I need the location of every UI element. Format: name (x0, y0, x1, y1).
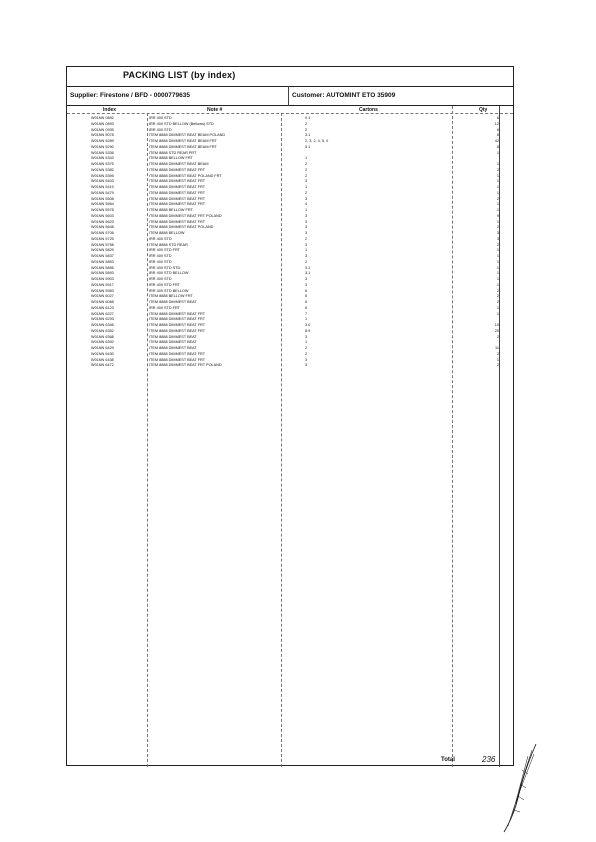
row-cartons: 6 (305, 300, 308, 304)
row-cartons: 1 (305, 208, 308, 212)
row-cartons: 3 (305, 225, 308, 230)
row-index: W01NN 6068 (91, 300, 114, 304)
row-cartons: 3 (305, 179, 308, 184)
row-index: W01NN 6027 (91, 294, 114, 299)
row-index: W01NN 5758 (91, 242, 114, 247)
row-qty: 1 (496, 162, 499, 166)
row-note: ITEM 8888 DIMMEST BEAT FRT (149, 202, 206, 207)
row-note: ITEM 8888 DIMMEST BEAT FRT (149, 317, 206, 322)
row-note: IRR 400 STD (149, 259, 172, 264)
row-cartons: 3 (305, 196, 308, 201)
row-qty: 20 (494, 328, 499, 333)
row-note: ITEM 8888 DIMMEST BEAT FRT (149, 323, 206, 327)
row-note: IRR 400 STD (149, 116, 172, 120)
row-note: ITEM 8888 DIMMEST BEAT BEAM FRT (149, 144, 217, 149)
row-note: ITEM 8888 DIMMEST BEAT BEAM (149, 162, 209, 166)
table-row (67, 363, 513, 369)
row-note: ITEM 8888 DIMMEST BEAT FRT (149, 196, 206, 201)
row-qty: 1 (496, 311, 499, 316)
row-cartons: 3 (305, 334, 308, 339)
row-index: W01NN 5508 (91, 196, 114, 201)
row-note: IRR 400 STD BELLOW (149, 288, 189, 293)
row-cartons: 3 (305, 282, 308, 287)
row-cartons: 3.1 (305, 144, 311, 149)
total-value: 236 (482, 755, 496, 764)
row-note: ITEM 8888 STD REAR PRT (149, 150, 197, 155)
signature-icon (498, 740, 540, 836)
row-note: ITEM 8888 DIMMEST BEAT FRT POLAND (149, 213, 222, 218)
row-index: W01NN 5725 (91, 236, 114, 241)
row-index: W01NN 6227 (91, 311, 114, 316)
row-qty: 1 (496, 259, 499, 264)
row-index: W01NN 5983 (91, 288, 114, 293)
row-index: W01NN 5893 (91, 271, 114, 276)
column-header-cartons: Cartons (359, 107, 378, 113)
row-index: W01NN 5289 (91, 139, 114, 143)
row-note: IRR 400 STD (149, 254, 172, 258)
row-note: ITEM 8888 BELLOW FRT (149, 208, 193, 212)
row-qty: 1 (496, 248, 499, 253)
row-qty: 6 (496, 127, 499, 132)
row-note: ITEM 8888 DIMMEST BEAT POLAND FRT (149, 173, 222, 178)
row-cartons: 8.9 (305, 328, 311, 333)
row-index: W01NN 5603 (91, 213, 114, 218)
row-qty: 1 (496, 254, 499, 258)
row-qty: 1 (496, 265, 499, 270)
row-index: W01NN 5837 (91, 254, 114, 258)
row-qty: 1 (496, 271, 499, 276)
row-index: W01NN 5403 (91, 179, 114, 184)
row-cartons: 1 (305, 156, 308, 161)
row-qty: 1 (496, 357, 499, 362)
row-index: W01NN 5078 (91, 133, 114, 138)
row-index: W01NN 6346 (91, 323, 114, 327)
row-cartons: 2 (305, 351, 308, 356)
row-index: W01NN 5382 (91, 167, 114, 172)
row-index: W01NN 6430 (91, 351, 114, 356)
row-index: W01NN 5856 (91, 265, 114, 270)
column-header-note: Note # (207, 107, 223, 113)
column-header-qty: Qty (479, 107, 488, 113)
supplier-label: Supplier: Firestone / BFD - 0000779635 (70, 92, 190, 99)
row-note: ITEM 8888 DIMMEST BEAT FRT (149, 357, 206, 362)
row-note: ITEM 8888 DIMMEST BEAT FRT (149, 351, 206, 356)
row-note: IRR 400 STD STD (149, 265, 181, 270)
packing-list-frame (66, 66, 514, 766)
row-qty: 3 (496, 236, 499, 241)
row-cartons: 2 (305, 259, 308, 264)
row-note: ITEM 8888 DIMMEST BEAT FRT (149, 328, 206, 333)
row-note: ITEM 8888 DIMMEST BEAT FRT POLAND (149, 363, 222, 368)
supplier-customer-row (67, 86, 513, 106)
row-cartons: 3.0 (305, 323, 311, 327)
title-row (67, 67, 513, 87)
row-qty: 11 (495, 346, 499, 350)
row-note: ITEM 8888 BELLOW FRT (149, 294, 193, 299)
row-index: W01NN 5917 (91, 282, 114, 287)
row-cartons: 2 (305, 127, 308, 132)
row-qty: 1 (496, 282, 499, 287)
row-cartons: 3.1 (305, 271, 311, 276)
row-cartons: 3.1 (305, 265, 311, 270)
row-qty: 2 (496, 334, 499, 339)
row-cartons: 3 (305, 242, 308, 247)
row-cartons: 1 (305, 185, 308, 189)
row-cartons: 2 (305, 162, 308, 166)
row-qty: 2 (496, 225, 499, 230)
row-note: ITEM 8888 DIMMEST BEAT FRT (149, 167, 206, 172)
row-index: W01NN 5395 (91, 173, 114, 178)
row-note: IRR 400 STD FRT (149, 248, 180, 253)
row-qty: 1 (496, 277, 499, 281)
row-index: W01NN 0935 (91, 127, 114, 132)
row-note: ITEM 8888 DIMMEST BEAT FRT (149, 219, 206, 224)
row-index: W01NN 0893 (91, 121, 114, 126)
row-note: ITEM 8888 DIMMEST BEAT FRT (149, 311, 206, 316)
row-qty: 1 (496, 202, 499, 207)
row-cartons: 6 (305, 288, 308, 293)
row-qty: 1 (496, 150, 499, 155)
row-qty: 2 (496, 363, 499, 368)
row-index: W01NN 5623 (91, 219, 114, 224)
customer-label: Customer: AUTOMINT ETO 35909 (292, 92, 396, 99)
row-index: W01NN 5578 (91, 208, 114, 212)
row-qty: 1 (496, 208, 499, 212)
row-note: ITEM 8888 DIMMEST BEAT BEAM FRT (149, 139, 217, 143)
row-index: W01NN 5290 (91, 144, 114, 149)
row-qty: 2 (496, 294, 499, 299)
row-cartons: 2 (305, 173, 308, 178)
row-cartons: 1 (305, 317, 308, 322)
row-qty: 42 (494, 139, 499, 143)
row-cartons: 2 (305, 167, 308, 172)
row-index: W01NN 6368 (91, 334, 114, 339)
row-index: W01NN 5903 (91, 277, 114, 281)
packing-list-rows (67, 116, 513, 369)
row-index: W01NN 6438 (91, 357, 114, 362)
row-cartons: 6 (305, 305, 308, 310)
row-qty: 2 (496, 196, 499, 201)
row-cartons: 3 (305, 357, 308, 362)
row-note: ITEM 8888 BELLOW FRT (149, 156, 193, 161)
row-index: W01NN 6472 (91, 363, 114, 368)
row-cartons: 6 (305, 294, 308, 299)
row-note: IRR 400 STD BELLOW (Bellows) STD (149, 121, 214, 126)
row-cartons: 2 (305, 121, 308, 126)
row-cartons: 2 (305, 190, 308, 195)
row-note: ITEM 8888 DIMMEST BEAT FRT (149, 179, 206, 184)
row-cartons: 3 (305, 213, 308, 218)
row-cartons: 7 (305, 311, 308, 316)
row-cartons: 2, 3, 2, 4, 5, 0 (305, 139, 329, 143)
document-title: PACKING LIST (by index) (123, 70, 236, 80)
row-cartons: 3 (305, 363, 308, 368)
header-divider (288, 86, 289, 106)
row-cartons: 3 (305, 254, 308, 258)
row-note: IRR 400 STD FRT (149, 305, 180, 310)
row-index: W01NN 6392 (91, 340, 114, 345)
row-index: W01NN 5336 (91, 150, 114, 155)
row-note: ITEM 8888 DIMMEST BEAT (149, 346, 197, 350)
row-index: W01NN 0892 (91, 116, 114, 120)
row-qty: 2 (496, 351, 499, 356)
row-cartons: 2 (305, 346, 308, 350)
row-index: W01NN 5564 (91, 202, 114, 207)
row-note: ITEM 8888 DIMMEST BEAT BEAM POLAND (149, 133, 226, 138)
row-qty: 6 (496, 116, 499, 120)
row-qty: 2 (496, 167, 499, 172)
row-index: W01NN 5829 (91, 248, 114, 253)
row-index: W01NN 5706 (91, 231, 114, 235)
row-note: IRR 400 STD BELLOW (149, 271, 189, 276)
row-cartons: 3 (305, 219, 308, 224)
row-note: IRR 400 STD (149, 277, 172, 281)
row-qty: 12 (494, 121, 499, 126)
row-cartons: 0.1 (305, 116, 311, 120)
row-cartons: 3 (305, 277, 308, 281)
row-index: W01NN 6352 (91, 328, 114, 333)
row-cartons: 3 (305, 231, 308, 235)
row-note: ITEM 8888 DIMMEST BEAT (149, 340, 197, 345)
row-note: ITEM 8888 DIMMEST BEAT POLAND (149, 225, 214, 230)
row-note: ITEM 8888 DIMMEST BEAT FRT (149, 185, 206, 189)
row-qty: 8 (496, 144, 499, 149)
row-qty: 1 (496, 179, 499, 184)
row-index: W01NN 5343 (91, 156, 114, 161)
column-header-index: Index (103, 107, 117, 113)
row-note: ITEM 8888 BELLOW (149, 231, 185, 235)
row-qty: 1 (496, 173, 499, 178)
row-qty: 8 (496, 133, 499, 138)
row-note: IRR 400 STD (149, 236, 172, 241)
row-qty: 10 (494, 323, 499, 327)
row-cartons: 3.1 (305, 133, 311, 138)
row-qty: 2 (496, 288, 499, 293)
row-cartons: 4 (305, 202, 308, 207)
row-qty: 1 (496, 190, 499, 195)
row-qty: 9 (496, 213, 499, 218)
row-index: W01NN 6429 (91, 346, 114, 350)
row-index: W01NN 6293 (91, 317, 114, 322)
row-cartons: 2 (305, 236, 308, 241)
row-note: ITEM 8888 DIMMEST BEAT (149, 300, 197, 304)
row-qty: 1 (496, 185, 499, 189)
row-note: ITEM 8888 DIMMEST BEAT (149, 334, 197, 339)
row-note: IRR 400 STD (149, 127, 172, 132)
row-index: W01NN 5419 (91, 185, 114, 189)
row-qty: 2 (496, 300, 499, 304)
row-note: ITEM 8888 STD REAR (149, 242, 188, 247)
row-note: ITEM 8888 DIMMEST BEAT FRT (149, 190, 206, 195)
column-header-rule (67, 113, 513, 114)
row-note: IRR 400 STD FRT (149, 282, 180, 287)
row-qty: 1 (496, 219, 499, 224)
row-qty: 1 (496, 305, 499, 310)
total-label: Total (441, 757, 455, 763)
row-index: W01NN 6123 (91, 305, 114, 310)
row-index: W01NN 5375 (91, 162, 114, 166)
row-cartons: 1 (305, 248, 308, 253)
row-cartons: 1 (305, 340, 308, 345)
row-qty: 3 (496, 231, 499, 235)
row-index: W01NN 5479 (91, 190, 114, 195)
row-qty: 2 (496, 242, 499, 247)
row-index: W01NN 5648 (91, 225, 114, 230)
row-index: W01NN 5853 (91, 259, 114, 264)
